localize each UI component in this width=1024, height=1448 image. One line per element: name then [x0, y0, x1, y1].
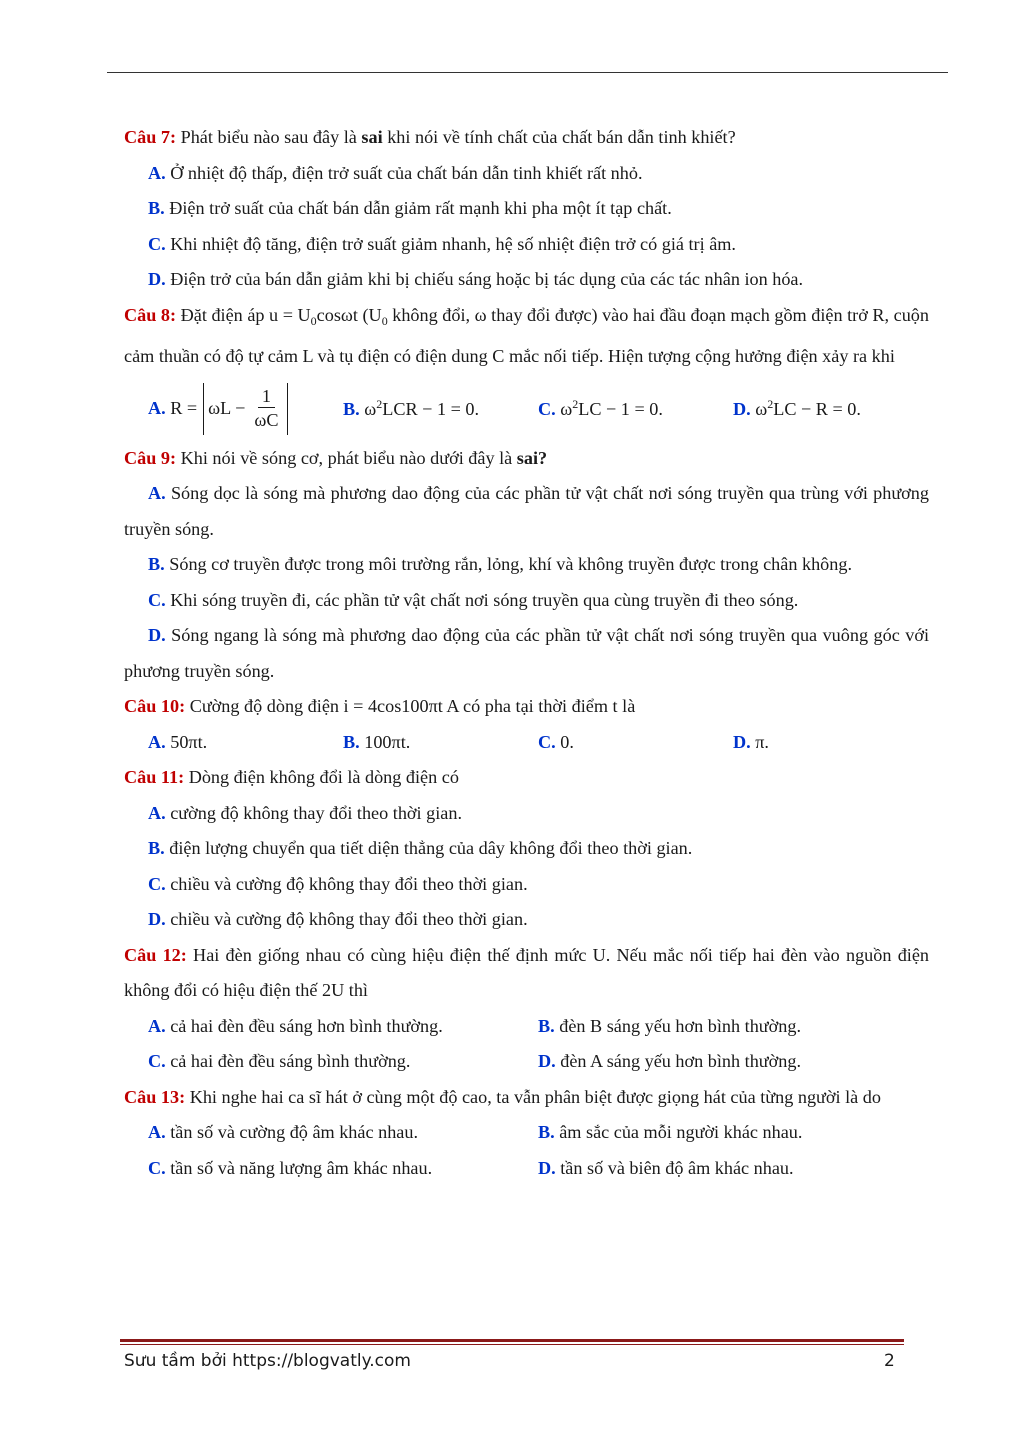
- option-label: D.: [733, 399, 751, 419]
- question-label: Câu 10:: [124, 696, 186, 716]
- fraction-numerator: 1: [258, 385, 275, 408]
- emphasis: sai?: [516, 447, 548, 468]
- option-d: [733, 725, 928, 761]
- option-text: LCR − 1 = 0.: [382, 399, 480, 419]
- option-a: [124, 156, 929, 192]
- options-row: [124, 1044, 929, 1080]
- option-text: cường độ không thay đổi theo thời gian.: [165, 802, 462, 823]
- option-text: ω: [359, 399, 377, 419]
- question-stem: Cường độ dòng điện i = 4cos100πt A có pha tại thời điểm t là: [185, 696, 636, 716]
- option-text: Khi nhiệt độ tăng, điện trở suất giảm nhanh, hệ số nhiệt điện trở có giá trị âm.: [165, 233, 736, 254]
- option-a: [124, 1115, 538, 1151]
- footer-rule: [120, 1344, 904, 1345]
- option-label: A.: [148, 398, 166, 418]
- question-stem: Dòng điện không đổi là dòng điện có: [184, 767, 459, 787]
- superscript: 2: [376, 397, 383, 411]
- footer-rule: [120, 1339, 904, 1342]
- question-12: [124, 938, 929, 1009]
- option-b: [124, 191, 929, 227]
- option-label: D.: [538, 1157, 556, 1178]
- option-text: LC − R = 0.: [773, 399, 861, 419]
- option-text: Khi sóng truyền đi, các phần tử vật chất nơi sóng truyền qua cùng truyền đi theo sóng.: [165, 589, 799, 610]
- option-label: A.: [148, 1015, 166, 1036]
- option-a: [124, 796, 929, 832]
- question-label: Câu 12:: [124, 944, 187, 965]
- page-number: 2: [884, 1351, 895, 1371]
- question-label: Câu 13:: [124, 1086, 186, 1107]
- option-label: B.: [343, 399, 360, 419]
- options-row: [124, 1115, 929, 1151]
- option-text: Ở nhiệt độ thấp, điện trở suất của chất bán dẫn tinh khiết rất nhỏ.: [165, 162, 643, 183]
- option-d: [538, 1151, 928, 1187]
- option-c: [124, 867, 929, 903]
- question-stem: Đặt điện áp u = U: [176, 304, 311, 325]
- option-label: C.: [148, 233, 166, 254]
- option-label: D.: [733, 731, 751, 752]
- question-stem: Phát biểu nào sau đây là: [176, 127, 362, 147]
- question-label: Câu 7:: [124, 127, 177, 147]
- question-content: [124, 120, 929, 1186]
- option-b: [538, 1009, 928, 1045]
- option-d: [538, 1044, 928, 1080]
- option-c: [124, 227, 929, 263]
- question-stem: Khi nghe hai ca sĩ hát ở cùng một độ cao, ta vẫn phân biệt được giọng hát của từng người là do: [185, 1086, 881, 1107]
- option-d: [124, 902, 929, 938]
- option-b: [343, 397, 538, 420]
- option-d: [733, 397, 928, 420]
- option-text: tần số và biên độ âm khác nhau.: [555, 1157, 794, 1178]
- option-text: ω: [555, 399, 573, 419]
- option-c: [538, 725, 733, 761]
- option-label: D.: [148, 269, 166, 289]
- option-c: [124, 1044, 538, 1080]
- header-rule: [107, 72, 948, 73]
- emphasis: sai: [361, 127, 383, 147]
- option-text: Điện trở suất của chất bán dẫn giảm rất mạnh khi pha một ít tạp chất.: [164, 198, 672, 218]
- absolute-value-expression: [203, 383, 287, 435]
- option-text: LC − 1 = 0.: [578, 399, 663, 419]
- option-text: cả hai đèn đều sáng bình thường.: [165, 1051, 411, 1071]
- options-row: [124, 725, 929, 761]
- option-text: Điện trở của bán dẫn giảm khi bị chiếu sáng hoặc bị tác dụng của các tác nhân ion hóa.: [165, 269, 804, 289]
- option-a: [124, 383, 343, 435]
- option-label: A.: [148, 162, 166, 183]
- question-stem: Khi nói về sóng cơ, phát biểu nào dưới đây là: [176, 447, 517, 468]
- question-stem: cosωt (U: [316, 304, 382, 325]
- option-label: D.: [148, 625, 166, 645]
- option-label: C.: [538, 731, 556, 752]
- question-7: [124, 120, 929, 156]
- option-label: A.: [148, 802, 166, 823]
- option-text: 0.: [555, 731, 574, 752]
- option-text: Sóng ngang là sóng mà phương dao động của các phần tử vật chất nơi sóng truyền qua vuông góc với phương truyền sóng.: [124, 625, 929, 681]
- option-text: đèn B sáng yếu hơn bình thường.: [554, 1015, 802, 1036]
- option-label: B.: [538, 1122, 555, 1142]
- option-b: [538, 1115, 928, 1151]
- option-label: C.: [538, 399, 556, 419]
- option-a: [124, 476, 929, 547]
- subscript: 0: [381, 313, 388, 328]
- option-text: π.: [750, 731, 769, 752]
- question-stem: Hai đèn giống nhau có cùng hiệu điện thế định mức U. Nếu mắc nối tiếp hai đèn vào nguồn điện không đổi có hiệu điện thế 2U thì: [124, 944, 930, 1000]
- option-label: C.: [148, 1051, 166, 1071]
- option-text: tần số và cường độ âm khác nhau.: [165, 1122, 418, 1142]
- option-b: [124, 547, 929, 583]
- question-stem: không đổi, ω thay đổi được) vào hai đầu đoạn mạch gồm điện trở R, cuộn cảm thuần có độ tự cảm L và tụ điện có điện dung C mắc nối tiếp. Hiện tượng cộng hưởng điện xảy ra khi: [124, 304, 929, 366]
- option-c: [124, 583, 929, 619]
- option-text: 100πt.: [359, 731, 411, 752]
- option-text: chiều và cường độ không thay đổi theo thời gian.: [165, 909, 528, 929]
- option-label: D.: [538, 1051, 556, 1071]
- option-d: [124, 618, 929, 689]
- option-a: [124, 1009, 538, 1045]
- formula-term: ωL −: [208, 398, 246, 418]
- option-label: B.: [538, 1015, 555, 1036]
- question-10: [124, 689, 929, 725]
- option-label: A.: [148, 483, 166, 503]
- options-row: [124, 1009, 929, 1045]
- option-label: A.: [148, 731, 166, 752]
- option-text: 50πt.: [165, 731, 208, 752]
- subscript: 0: [310, 313, 317, 328]
- option-label: D.: [148, 909, 166, 929]
- option-d: [124, 262, 929, 298]
- option-b: [343, 725, 538, 761]
- option-text: Sóng cơ truyền được trong môi trường rắn, lỏng, khí và không truyền được trong chân không.: [164, 554, 853, 574]
- superscript: 2: [572, 397, 579, 411]
- question-label: Câu 11:: [124, 767, 185, 787]
- option-label: B.: [343, 731, 360, 752]
- option-a: [124, 725, 343, 761]
- fraction: [250, 385, 282, 432]
- option-label: C.: [148, 1157, 166, 1178]
- option-text: chiều và cường độ không thay đổi theo thời gian.: [165, 873, 528, 894]
- option-c: [124, 1151, 538, 1187]
- option-label: B.: [148, 198, 165, 218]
- fraction-denominator: ωC: [254, 410, 279, 430]
- option-text: âm sắc của mỗi người khác nhau.: [554, 1122, 803, 1142]
- question-8: [124, 298, 929, 375]
- question-label: Câu 9:: [124, 447, 177, 468]
- option-text: đèn A sáng yếu hơn bình thường.: [555, 1051, 801, 1071]
- footer-source: Sưu tầm bởi https://blogvatly.com: [124, 1351, 411, 1371]
- option-text: điện lượng chuyển qua tiết diện thẳng của dây không đổi theo thời gian.: [164, 838, 693, 858]
- option-text: ω: [750, 399, 768, 419]
- option-label: A.: [148, 1122, 166, 1142]
- option-label: B.: [148, 838, 165, 858]
- question-label: Câu 8:: [124, 304, 177, 325]
- question-stem: khi nói về tính chất của chất bán dẫn tinh khiết?: [382, 127, 736, 147]
- option-label: C.: [148, 873, 166, 894]
- question-11: [124, 760, 929, 796]
- option-c: [538, 397, 733, 420]
- option-label: C.: [148, 589, 166, 610]
- formula-options-row: [124, 379, 929, 439]
- option-label: B.: [148, 554, 165, 574]
- superscript: 2: [767, 397, 774, 411]
- option-text: Sóng dọc là sóng mà phương dao động của các phần tử vật chất nơi sóng truyền qua trùng với phương truyền sóng.: [124, 483, 929, 539]
- question-9: [124, 441, 929, 477]
- formula-lhs: R =: [170, 398, 198, 418]
- options-row: [124, 1151, 929, 1187]
- option-b: [124, 831, 929, 867]
- question-13: [124, 1080, 929, 1116]
- option-text: cả hai đèn đều sáng hơn bình thường.: [165, 1015, 443, 1036]
- option-text: tần số và năng lượng âm khác nhau.: [165, 1157, 433, 1178]
